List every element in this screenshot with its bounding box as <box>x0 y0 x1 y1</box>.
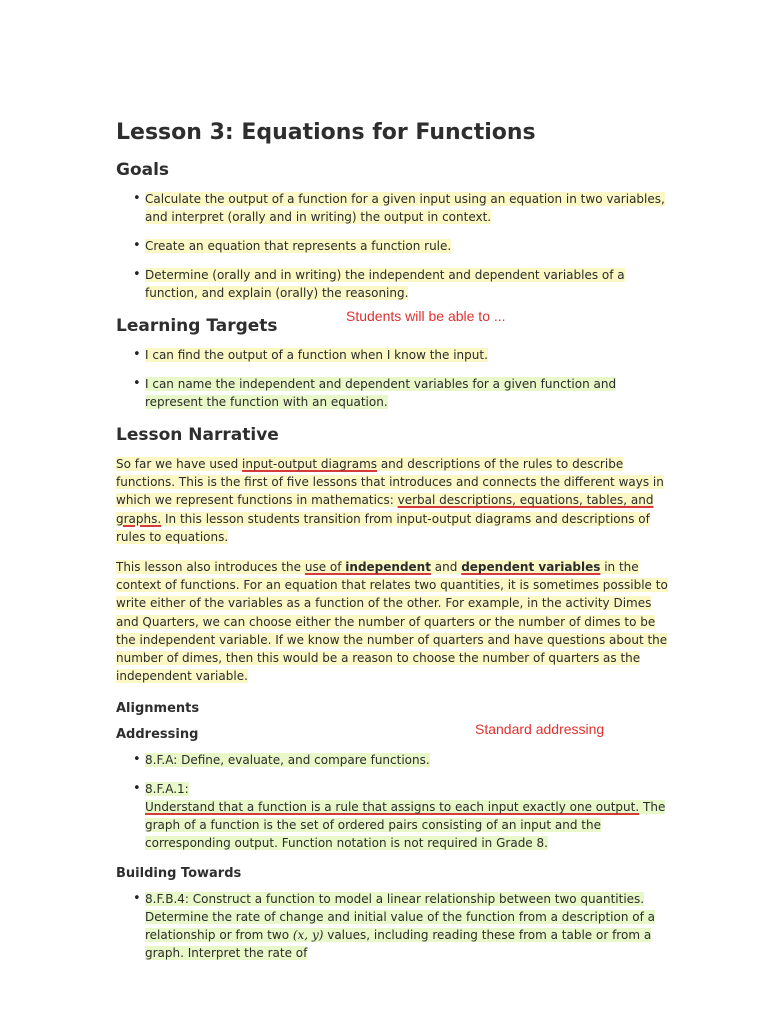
handwritten-underline: input-output diagrams <box>242 457 378 471</box>
handwritten-underline: Understand that a function is a rule that assigns to each input exactly one output. <box>145 800 640 815</box>
term-independent: independent <box>345 560 431 575</box>
handwritten-underline: verbal descriptions, equations, tables, and graphs. <box>116 493 654 526</box>
alignments-heading: Alignments <box>116 701 200 717</box>
targets-list <box>116 346 676 411</box>
goal-item: • Calculate the output of a function for a given input using an equation in two variables, and interpret (orally and in writing) the output in context. <box>145 190 676 226</box>
page-title: Lesson 3: Equations for Functions <box>116 120 536 145</box>
handwritten-underline: use of <box>304 560 346 575</box>
target-item: • I can find the output of a function when I know the input. <box>145 346 676 364</box>
annotation-standard-addressing: Standard addressing <box>475 721 605 737</box>
goals-heading: Goals <box>116 160 170 180</box>
narrative-paragraph-1: So far we have used input-output diagrams and descriptions of the rules to describe functions. This is the first of five lessons that introduces and connects the different ways in which we represent functions in mathematics: verbal descriptions, equations, tables, and graphs. In this lesson students transition from input-output diagrams and descriptions of rules to equations. <box>116 457 664 544</box>
goal-item: • Create an equation that represents a function rule. <box>145 237 676 255</box>
goals-list <box>116 190 676 302</box>
standard-item: • 8.F.A: Define, evaluate, and compare functions. <box>145 751 676 769</box>
addressing-list <box>116 751 676 852</box>
annotation-students-will: Students will be able to ... <box>346 308 506 324</box>
term-dependent-variables: dependent variables <box>461 560 601 575</box>
building-towards-heading: Building Towards <box>116 866 242 882</box>
math-expression: (x, y) <box>292 928 324 943</box>
standard-item: • 8.F.B.4: Construct a function to model a linear relationship between two quantities. Determine the rate of change and initial value of the function from a description of a relationship or from two (x, y) values, including reading these from a table or from a graph. Interpret the rate of <box>145 890 676 962</box>
building-towards-list <box>116 890 676 962</box>
lesson-page <box>116 118 676 973</box>
goal-item: • Determine (orally and in writing) the independent and dependent variables of a function, and explain (orally) the reasoning. <box>145 266 676 302</box>
narrative-paragraph-2: This lesson also introduces the use of independent and dependent variables in the context of functions. For an equation that relates two quantities, it is sometimes possible to write either of the variables as a function of the other. For example, in the activity Dimes and Quarters, we can choose either the number of quarters or the number of dimes to be the independent variable. If we know the number of quarters and have questions about the number of dimes, then this would be a reason to choose the number of quarters as the independent variable. <box>116 560 668 684</box>
lesson-narrative-heading: Lesson Narrative <box>116 425 279 445</box>
learning-targets-heading: Learning Targets <box>116 316 278 336</box>
target-item: • I can name the independent and dependent variables for a given function and represent the function with an equation. <box>145 375 676 411</box>
addressing-heading: Addressing <box>116 727 199 743</box>
standard-item: • 8.F.A.1: Understand that a function is a rule that assigns to each input exactly one output. The graph of a function is the set of ordered pairs consisting of an input and the corresponding output. Function notation is not required in Grade 8. <box>145 780 676 852</box>
